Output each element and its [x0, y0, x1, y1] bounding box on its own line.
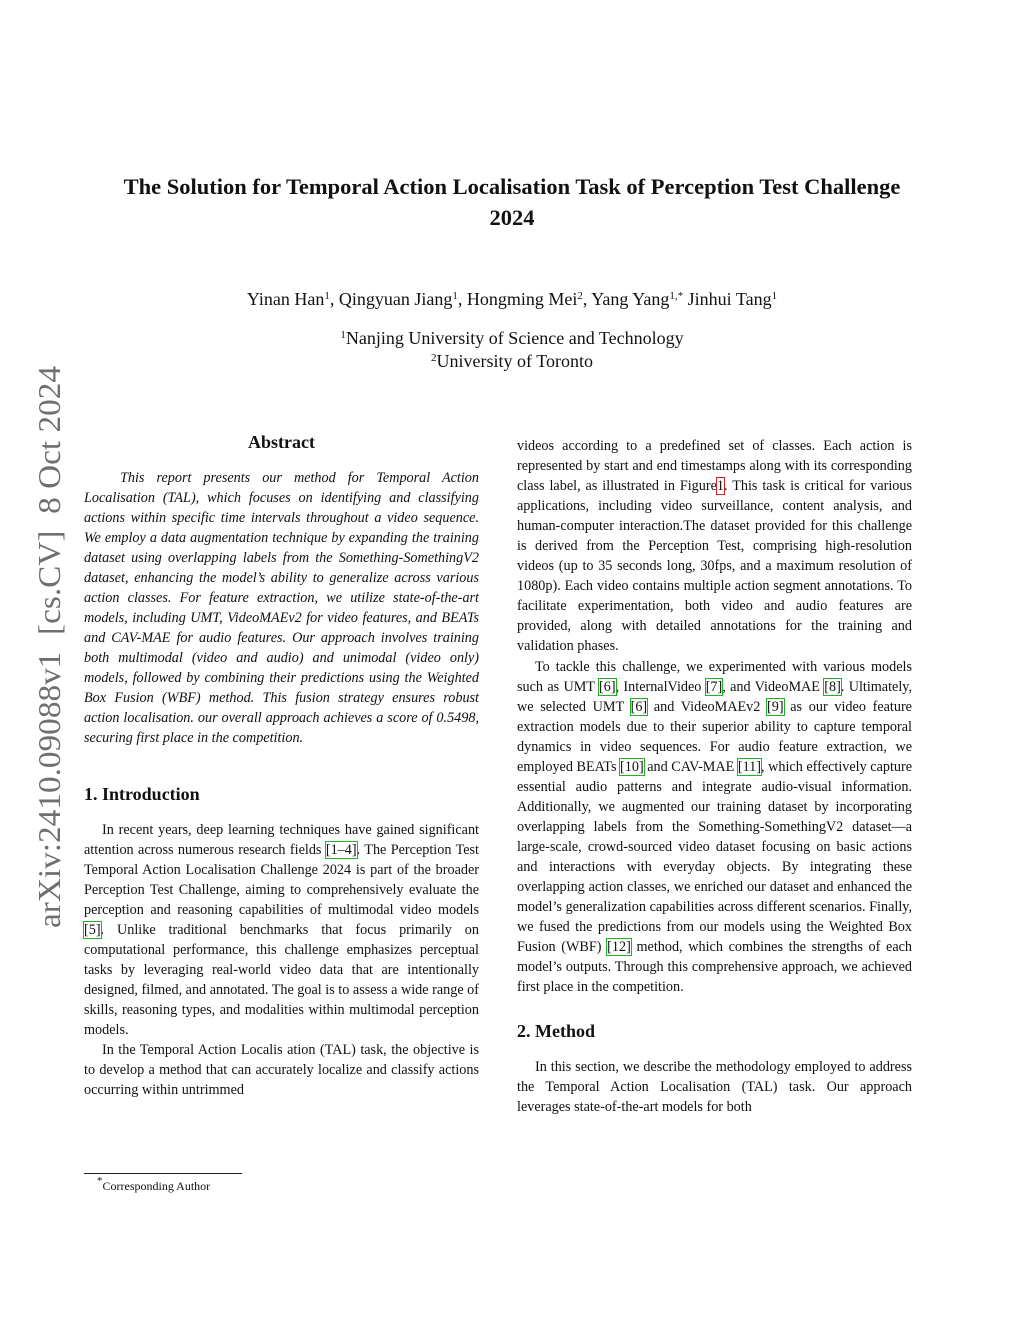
- affiliation-line: [100, 350, 924, 373]
- title-line-2: 2024: [489, 205, 535, 230]
- author-separator: ,: [582, 289, 592, 309]
- intro-p3-text: , and VideoMAE: [722, 679, 825, 695]
- author-affiliation-mark: 2: [577, 290, 583, 302]
- intro-p1-text-b: . The Perception Test Temporal Action Localisation Challenge 2024 is part of the broader Perception Test Challenge, aiming to comprehensively evaluate the perception and reasoning capabilities of multimodal video models: [84, 842, 480, 918]
- intro-p1-text-c: . Unlike traditional benchmarks that focus primarily on computational performance, this challenge emphasizes perceptual tasks by leveraging real-world video data that are intentionally designed, filmed, and annotated. The goal is to assess a wide range of skills, reasoning types, and modalities within multimodal perception models.: [84, 922, 479, 1038]
- footnote-mark: *: [97, 1175, 103, 1187]
- method-paragraph-1: In this section, we describe the methodology employed to address the Temporal Action Localisation (TAL) task. Our approach leverages state-of-the-art models for both: [517, 1059, 912, 1115]
- intro-p3-text: , InternalVideo: [615, 679, 706, 695]
- intro-p2b-text-a: videos according to a predefined set of classes. Each action is represented by start and end timestamps along with its corresponding class label, as illustrated in Figure: [517, 438, 912, 494]
- citation-link[interactable]: [12]: [607, 939, 631, 955]
- author-affiliation-mark: 1: [771, 290, 778, 302]
- author-name: Jinhui Tang: [687, 289, 772, 309]
- affiliation-line: [100, 327, 924, 350]
- intro-p3-text: as our video feature extraction models due to their superior ability to capture temporal dynamics in video sequences. For audio feature extraction, we employed BEATs: [517, 699, 912, 775]
- right-column: [517, 436, 912, 1117]
- affiliation-mark: 1: [340, 329, 346, 341]
- intro-paragraph-1: [84, 820, 479, 1040]
- citation-link[interactable]: [7]: [705, 679, 723, 695]
- intro-p3-text: . Ultimately, we selected UMT: [517, 679, 913, 715]
- citation-link[interactable]: [6]: [630, 699, 648, 715]
- affiliation-mark: 2: [431, 352, 437, 364]
- author-name: Yang Yang: [591, 289, 670, 309]
- author-affiliation-mark: 1,*: [669, 290, 684, 302]
- intro-p3-text: and CAV-MAE: [643, 759, 738, 775]
- author-affiliation-mark: 1: [452, 290, 458, 302]
- author-name: Hongming Mei: [466, 289, 578, 309]
- intro-p3-text: method, which combines the strengths of each model’s outputs. Through this comprehensive approach, we achieved first place in the competition.: [517, 939, 913, 995]
- abstract-heading: Abstract: [248, 432, 315, 452]
- author-name: Yinan Han: [246, 289, 325, 309]
- author-separator: ,: [457, 289, 467, 309]
- affiliation-name: Nanjing University of Science and Technology: [345, 328, 684, 348]
- title-line-1: The Solution for Temporal Action Localisation Task of Perception Test Challenge: [123, 174, 901, 199]
- arxiv-stamp-text: arXiv:2410.09088v1 [cs.CV] 8 Oct 2024: [31, 387, 67, 928]
- citation-link[interactable]: [6]: [599, 679, 616, 695]
- author-separator: ,: [329, 289, 339, 309]
- footnote-rule: [84, 1173, 242, 1174]
- footnote-text: Corresponding Author: [102, 1179, 211, 1193]
- intro-paragraph-3: [517, 657, 912, 997]
- intro-paragraph-2b: [517, 436, 912, 656]
- footnote: [97, 1175, 211, 1194]
- citation-link[interactable]: [1–4]: [325, 842, 357, 858]
- intro-paragraph-2a: In the Temporal Action Localis ation (TAL) task, the objective is to develop a method that can accurately localize and classify actions occurring within untrimmed: [84, 1042, 479, 1098]
- author-name: Qingyuan Jiang: [338, 289, 453, 309]
- method-heading: 2. Method: [517, 1021, 595, 1041]
- left-column: [84, 430, 479, 1100]
- affiliations: [100, 327, 924, 373]
- figure-link[interactable]: 1: [716, 478, 724, 494]
- citation-link[interactable]: [10]: [620, 759, 644, 775]
- abstract-text: This report presents our method for Temporal Action Localisation (TAL), which focuses on identifying and classifying actions within specific time intervals throughout a video sequence. We employ a data augmentation technique by expanding the training dataset using overlapping labels from the Something-SomethingV2 dataset, enhancing the model’s ability to generalize across various action classes. For feature extraction, we utilize state-of-the-art models, including UMT, VideoMAEv2 for video features, and BEATs and CAV-MAE for audio features. Our approach involves training both multimodal (video and audio) and unimodal (video only) models, followed by combining their predictions using the Weighted Box Fusion (WBF) method. This fusion strategy ensures robust action localisation. our overall approach achieves a score of 0.5498, securing first place in the competition.: [84, 470, 479, 746]
- citation-link[interactable]: [8]: [824, 679, 841, 695]
- intro-p3-text: To tackle this challenge, we experimented with various models such as UMT: [517, 659, 912, 695]
- citation-link[interactable]: [11]: [737, 759, 762, 775]
- citation-link[interactable]: [5]: [84, 922, 101, 938]
- citation-link[interactable]: [9]: [767, 699, 784, 715]
- intro-p2b-text-b: . This task is critical for various applications, including video surveillance, content analysis, and human-computer interaction.The dataset provided for this challenge is derived from the Perception Test, comprising high-resolution videos (up to 35 seconds long, 30fps, and a maximum resolution of 1080p). Each video contains multiple action segment annotations. To facilitate experimentation, both video and audio features are provided, along with detailed annotations for the training and validation phases.: [517, 478, 913, 654]
- paper-title: [80, 171, 944, 233]
- intro-p3-text: and VideoMAEv2: [647, 699, 768, 715]
- intro-heading: 1. Introduction: [84, 784, 200, 804]
- arxiv-stamp: [20, 362, 70, 932]
- intro-p3-text: , which effectively capture essential audio patterns and integrate audio-visual information. Additionally, we augmented our training dataset by incorporating overlapping labels from the Something-SomethingV2 dataset—a large-scale, crowd-sourced video dataset focusing on basic actions and interactions with everyday objects. By integrating these overlapping action classes, we enriched our dataset and enhanced the model’s generalization capabilities across different scenarios. Finally, we fused the predictions from our models using the Weighted Box Fusion (WBF): [517, 759, 913, 955]
- author-affiliation-mark: 1: [324, 290, 330, 302]
- intro-p1-text-a: In recent years, deep learning techniques have gained significant attention across numerous research fields: [84, 822, 479, 858]
- affiliation-name: University of Toronto: [436, 351, 593, 371]
- author-list: [100, 286, 924, 312]
